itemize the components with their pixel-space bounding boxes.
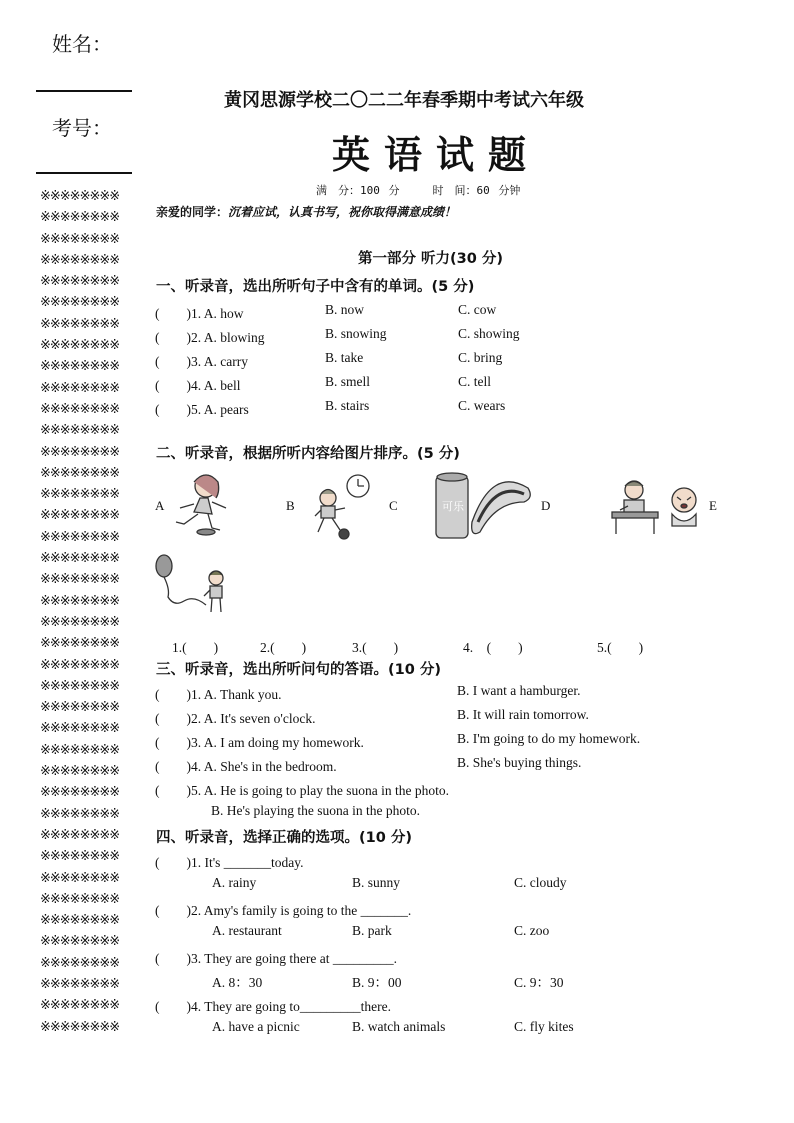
question-row[interactable]: ( )1. A. Thank you. bbox=[155, 687, 282, 702]
question-row[interactable]: ( )5. A. pears bbox=[155, 402, 249, 417]
cut-mark-row: ※※※※※※※※ bbox=[40, 934, 120, 950]
question-row[interactable]: ( )3. A. carry bbox=[155, 354, 248, 369]
section-3-title: 三、听录音，选出所听问句的答语。(10 分) bbox=[156, 662, 441, 678]
option-a[interactable]: A. 8：30 bbox=[212, 975, 263, 990]
cut-mark-row: ※※※※※※※※ bbox=[40, 487, 120, 503]
question-row[interactable]: ( )5. A. He is going to play the suona in the photo. bbox=[155, 783, 449, 798]
question-row[interactable]: ( )4. They are going to_________there. bbox=[155, 999, 391, 1014]
score-time-line: 满 分：100 分 时 间：60 分钟 bbox=[316, 184, 521, 197]
option-c[interactable]: C. wears bbox=[458, 398, 506, 413]
option-c[interactable]: C. fly kites bbox=[514, 1019, 574, 1034]
section-1-title: 一、听录音，选出所听句子中含有的单词。(5 分) bbox=[156, 279, 475, 295]
picture-letter-d: D bbox=[541, 498, 551, 513]
cut-mark-row: ※※※※※※※※ bbox=[40, 338, 120, 354]
picture-boy-at-desk bbox=[610, 476, 660, 536]
picture-letter-c: C bbox=[389, 498, 398, 513]
page-title: 英语试题 bbox=[332, 132, 541, 177]
option-c[interactable]: C. bring bbox=[458, 350, 503, 365]
option-b[interactable]: B. It will rain tomorrow. bbox=[457, 707, 589, 722]
cut-mark-row: ※※※※※※※※ bbox=[40, 955, 120, 971]
cut-mark-row: ※※※※※※※※ bbox=[40, 295, 120, 311]
picture-crying-baby bbox=[664, 484, 704, 530]
cut-mark-row: ※※※※※※※※ bbox=[40, 614, 120, 630]
greeting-message: 沉着应试，认真书写，祝你取得满意成绩！ bbox=[228, 205, 457, 219]
section-2-title: 二、听录音，根据所听内容给图片排序。(5 分) bbox=[156, 446, 460, 462]
cut-mark-row: ※※※※※※※※ bbox=[40, 444, 120, 460]
option-a[interactable]: A. have a picnic bbox=[212, 1019, 300, 1034]
cut-mark-row: ※※※※※※※※ bbox=[40, 423, 120, 439]
cut-mark-row: ※※※※※※※※ bbox=[40, 231, 120, 247]
order-blank-5[interactable]: 5.( ) bbox=[597, 640, 644, 655]
cut-mark-row: ※※※※※※※※ bbox=[40, 721, 120, 737]
option-b[interactable]: B. sunny bbox=[352, 875, 401, 890]
cut-mark-row: ※※※※※※※※ bbox=[40, 508, 120, 524]
option-b[interactable]: B. I want a hamburger. bbox=[457, 683, 581, 698]
question-row[interactable]: ( )2. A. It's seven o'clock. bbox=[155, 711, 316, 726]
cut-mark-row: ※※※※※※※※ bbox=[40, 700, 120, 716]
cut-mark-row: ※※※※※※※※ bbox=[40, 636, 120, 652]
picture-boy-balloon bbox=[154, 552, 234, 614]
order-blank-4[interactable]: 4. ( ) bbox=[463, 640, 523, 655]
option-c[interactable]: C. showing bbox=[458, 326, 520, 341]
id-label: 考号： bbox=[52, 116, 112, 140]
question-row[interactable]: ( )2. Amy's family is going to the _______. bbox=[155, 903, 412, 918]
cut-line-marks bbox=[40, 186, 132, 1038]
cut-mark-row: ※※※※※※※※ bbox=[40, 849, 120, 865]
cut-mark-row: ※※※※※※※※ bbox=[40, 678, 120, 694]
question-row[interactable]: ( )4. A. bell bbox=[155, 378, 241, 393]
greeting bbox=[156, 203, 456, 220]
question-row[interactable]: ( )2. A. blowing bbox=[155, 330, 265, 345]
cut-mark-row: ※※※※※※※※ bbox=[40, 210, 120, 226]
option-b[interactable]: B. smell bbox=[325, 374, 371, 389]
cut-mark-row: ※※※※※※※※ bbox=[40, 274, 120, 290]
option-c[interactable]: C. cow bbox=[458, 302, 497, 317]
question-row[interactable]: ( )4. A. She's in the bedroom. bbox=[155, 759, 337, 774]
cola-can-label: 可乐 bbox=[442, 500, 464, 513]
option-b[interactable]: B. 9：00 bbox=[352, 975, 402, 990]
option-b[interactable]: B. watch animals bbox=[352, 1019, 446, 1034]
order-blank-1[interactable]: 1.( ) bbox=[172, 640, 219, 655]
cut-mark-row: ※※※※※※※※ bbox=[40, 913, 120, 929]
order-blank-2[interactable]: 2.( ) bbox=[260, 640, 307, 655]
section-4-title: 四、听录音，选择正确的选项。(10 分) bbox=[156, 830, 412, 846]
option-b[interactable]: B. park bbox=[352, 923, 392, 938]
part-one-heading: 第一部分 听力(30 分) bbox=[358, 251, 504, 267]
cut-mark-row: ※※※※※※※※ bbox=[40, 380, 120, 396]
greeting-label: 亲爱的同学： bbox=[156, 205, 229, 219]
question-row[interactable]: ( )1. It's _______today. bbox=[155, 855, 304, 870]
school-title: 黄冈思源学校二〇二二年春季期中考试六年级 bbox=[224, 90, 584, 111]
cut-mark-row: ※※※※※※※※ bbox=[40, 1019, 120, 1035]
picture-cola-hotdog bbox=[434, 470, 534, 540]
option-b[interactable]: B. He's playing the suona in the photo. bbox=[211, 803, 421, 818]
cut-mark-row: ※※※※※※※※ bbox=[40, 252, 120, 268]
picture-letter-a: A bbox=[155, 498, 165, 513]
option-c[interactable]: C. zoo bbox=[514, 923, 550, 938]
cut-mark-row: ※※※※※※※※ bbox=[40, 891, 120, 907]
name-label: 姓名： bbox=[52, 32, 112, 56]
option-b[interactable]: B. She's buying things. bbox=[457, 755, 582, 770]
option-b[interactable]: B. stairs bbox=[325, 398, 370, 413]
cut-mark-row: ※※※※※※※※ bbox=[40, 572, 120, 588]
order-blank-3[interactable]: 3.( ) bbox=[352, 640, 399, 655]
cut-mark-row: ※※※※※※※※ bbox=[40, 976, 120, 992]
cut-mark-row: ※※※※※※※※ bbox=[40, 998, 120, 1014]
cut-mark-row: ※※※※※※※※ bbox=[40, 827, 120, 843]
question-row[interactable]: ( )3. They are going there at _________. bbox=[155, 951, 397, 966]
cut-mark-row: ※※※※※※※※ bbox=[40, 316, 120, 332]
cut-mark-row: ※※※※※※※※ bbox=[40, 593, 120, 609]
picture-boy-football-clock bbox=[310, 472, 374, 544]
cut-mark-row: ※※※※※※※※ bbox=[40, 189, 120, 204]
option-b[interactable]: B. I'm going to do my homework. bbox=[457, 731, 641, 746]
option-a[interactable]: A. rainy bbox=[212, 875, 257, 890]
cut-mark-row: ※※※※※※※※ bbox=[40, 529, 120, 545]
cut-mark-row: ※※※※※※※※ bbox=[40, 742, 120, 758]
option-b[interactable]: B. now bbox=[325, 302, 365, 317]
option-b[interactable]: B. snowing bbox=[325, 326, 387, 341]
cut-mark-row: ※※※※※※※※ bbox=[40, 806, 120, 822]
question-row[interactable]: ( )3. A. I am doing my homework. bbox=[155, 735, 364, 750]
picture-letter-b: B bbox=[286, 498, 295, 513]
option-c[interactable]: C. 9：30 bbox=[514, 975, 564, 990]
name-line bbox=[36, 90, 132, 92]
picture-girl-skating bbox=[170, 470, 236, 540]
cut-mark-row: ※※※※※※※※ bbox=[40, 465, 120, 481]
cut-mark-row: ※※※※※※※※ bbox=[40, 870, 120, 886]
option-c[interactable]: C. cloudy bbox=[514, 875, 567, 890]
cut-mark-row: ※※※※※※※※ bbox=[40, 551, 120, 567]
question-row[interactable]: ( )1. A. how bbox=[155, 306, 244, 321]
option-a[interactable]: A. restaurant bbox=[212, 923, 282, 938]
picture-letter-e: E bbox=[709, 498, 717, 513]
cut-mark-row: ※※※※※※※※ bbox=[40, 764, 120, 780]
id-line bbox=[36, 172, 132, 174]
cut-mark-row: ※※※※※※※※ bbox=[40, 401, 120, 417]
option-b[interactable]: B. take bbox=[325, 350, 364, 365]
cut-mark-row: ※※※※※※※※ bbox=[40, 657, 120, 673]
option-c[interactable]: C. tell bbox=[458, 374, 491, 389]
cut-mark-row: ※※※※※※※※ bbox=[40, 785, 120, 801]
cut-mark-row: ※※※※※※※※ bbox=[40, 359, 120, 375]
